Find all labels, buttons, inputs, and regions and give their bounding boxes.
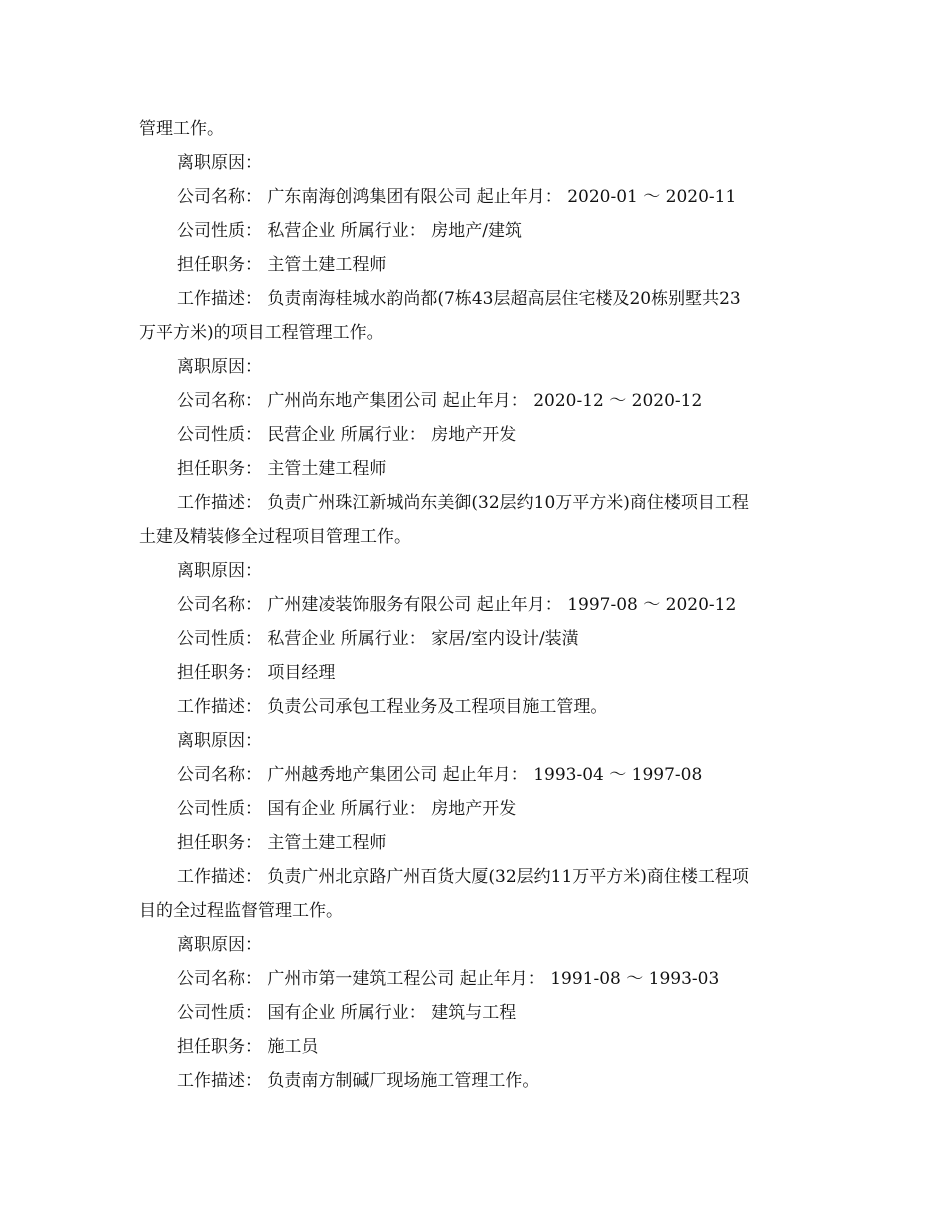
text-line: 离职原因： [177,561,262,581]
text-line: 离职原因： [177,357,262,377]
text-line: 离职原因： [177,935,262,955]
text-line: 公司性质： 私营企业 所属行业： 家居/室内设计/装潢 [177,629,579,649]
text-line: 公司名称： 广州市第一建筑工程公司 起止年月： 1991-08 ～ 1993-03 [177,969,720,989]
text-line: 离职原因： [177,153,262,173]
text-line: 工作描述： 负责广州珠江新城尚东美御(32层约10万平方米)商住楼项目工程 [177,493,749,513]
text-line: 离职原因： [177,731,262,751]
text-line: 管理工作。 [139,119,224,139]
text-line: 工作描述： 负责广州北京路广州百货大厦(32层约11万平方米)商住楼工程项 [177,867,749,887]
text-line: 公司性质： 国有企业 所属行业： 房地产开发 [177,799,517,819]
text-line: 工作描述： 负责南方制碱厂现场施工管理工作。 [177,1071,540,1091]
text-line: 目的全过程监督管理工作。 [139,901,343,921]
text-line: 公司性质： 国有企业 所属行业： 建筑与工程 [177,1003,517,1023]
text-line: 万平方米)的项目工程管理工作。 [139,323,384,343]
text-line: 土建及精装修全过程项目管理工作。 [139,527,411,547]
text-line: 担任职务： 主管土建工程师 [177,255,387,275]
text-line: 公司名称： 广东南海创鸿集团有限公司 起止年月： 2020-01 ～ 2020-11 [177,187,737,207]
text-line: 工作描述： 负责南海桂城水韵尚都(7栋43层超高层住宅楼及20栋别墅共23 [177,289,741,309]
text-line: 公司性质： 民营企业 所属行业： 房地产开发 [177,425,517,445]
text-line: 公司性质： 私营企业 所属行业： 房地产/建筑 [177,221,522,241]
text-line: 担任职务： 施工员 [177,1037,319,1057]
text-line: 担任职务： 主管土建工程师 [177,833,387,853]
text-line: 公司名称： 广州越秀地产集团公司 起止年月： 1993-04 ～ 1997-08 [177,765,703,785]
text-line: 担任职务： 主管土建工程师 [177,459,387,479]
text-line: 公司名称： 广州尚东地产集团公司 起止年月： 2020-12 ～ 2020-12 [177,391,703,411]
text-line: 公司名称： 广州建凌装饰服务有限公司 起止年月： 1997-08 ～ 2020-12 [177,595,737,615]
text-line: 工作描述： 负责公司承包工程业务及工程项目施工管理。 [177,697,608,717]
text-line: 担任职务： 项目经理 [177,663,336,683]
